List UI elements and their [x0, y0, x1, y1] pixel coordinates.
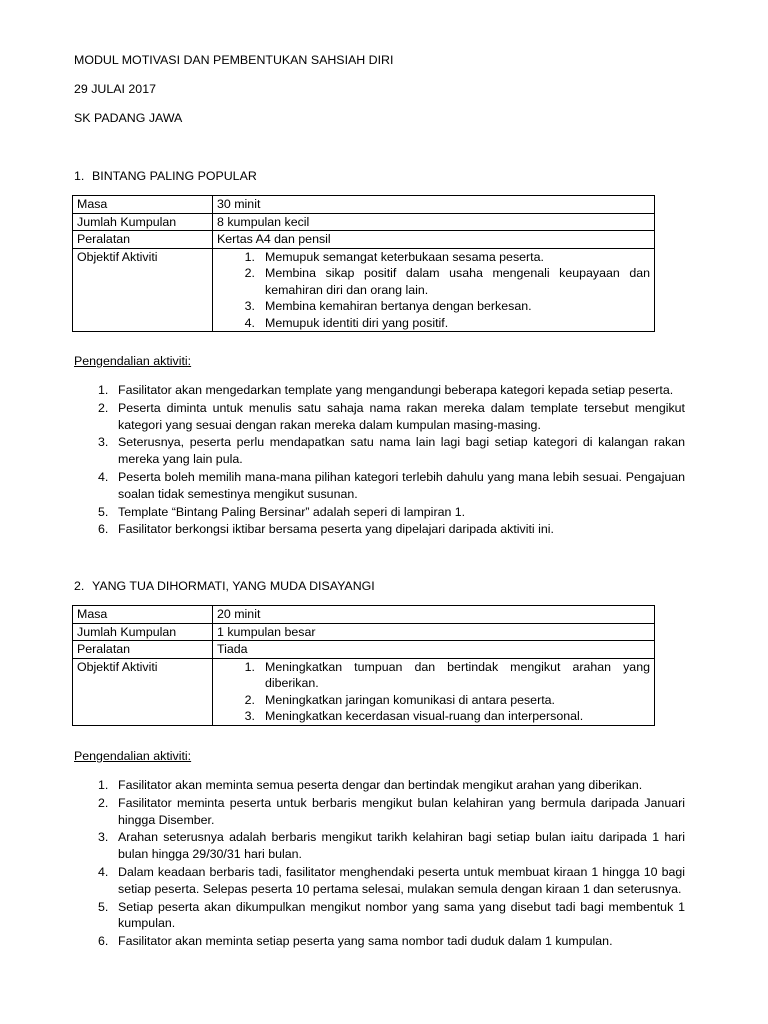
table-row — [73, 231, 655, 249]
list-number: 4. — [244, 315, 255, 330]
list-text: Template “Bintang Paling Bersinar” adalah seperi di lampiran 1. — [118, 504, 466, 519]
table-cell-value: 20 minit — [213, 606, 655, 624]
section-title: YANG TUA DIHORMATI, YANG MUDA DISAYANGI — [92, 579, 375, 593]
list-text: Peserta diminta untuk menulis satu sahaja nama rakan mereka dalam template tersebut mengikut kategori yang sesuai dengan rakan mereka dalam kumpulan masing-masing. — [118, 400, 685, 432]
list-item — [98, 400, 685, 434]
list-text: Fasilitator berkongsi iktibar bersama peserta yang dipelajari daripada aktiviti ini. — [118, 522, 554, 537]
list-number: 4. — [98, 864, 109, 879]
list-text: Fasilitator akan meminta setiap peserta yang sama nombor tadi duduk dalam 1 kumpulan. — [118, 934, 613, 949]
table-cell-label: Peralatan — [73, 641, 213, 659]
list-number: 6. — [98, 934, 109, 949]
list-item — [217, 708, 650, 725]
list-number: 4. — [98, 469, 109, 484]
list-text: Peserta boleh memilih mana-mana pilihan kategori terlebih dahulu yang mana lebih sesuai. Pengajuan soalan tidak semestinya mengikut susunan. — [118, 469, 685, 501]
table-row — [73, 623, 655, 641]
list-item — [98, 899, 685, 933]
list-number: 1. — [244, 249, 255, 264]
list-item — [98, 469, 685, 503]
table-cell-label: Objektif Aktiviti — [73, 248, 213, 332]
list-number: 3. — [98, 830, 109, 845]
list-text: Seterusnya, peserta perlu mendapatkan satu nama lain lagi bagi setiap kategori di kalangan rakan mereka yang lain pula. — [118, 435, 685, 467]
list-text: Dalam keadaan berbaris tadi, fasilitator menghendaki peserta untuk membuat kiraan 1 hingga 10 bagi setiap peserta. Selepas peserta 10 pertama selesai, mulakan semula dengan kiraan 1 dan seterusnya. — [118, 864, 685, 896]
section-title: BINTANG PALING POPULAR — [92, 169, 257, 183]
table-cell-value — [213, 248, 655, 332]
list-item — [217, 692, 650, 709]
table-row — [73, 196, 655, 214]
list-item — [98, 434, 685, 468]
list-text: Meningkatkan jaringan komunikasi di antara peserta. — [265, 692, 555, 707]
section-1-info-table — [72, 195, 655, 332]
list-number: 2. — [244, 266, 255, 280]
table-cell-value — [213, 658, 655, 725]
table-cell-value: 1 kumpulan besar — [213, 623, 655, 641]
list-item — [217, 659, 650, 692]
table-row — [73, 641, 655, 659]
table-row — [73, 606, 655, 624]
section-2-heading — [74, 578, 375, 595]
table-cell-label: Jumlah Kumpulan — [73, 213, 213, 231]
list-text: Fasilitator akan meminta semua peserta dengar dan bertindak mengikut arahan yang diberikan. — [118, 778, 643, 792]
list-number: 5. — [98, 899, 109, 914]
objectives-list — [217, 249, 650, 332]
table-cell-label: Peralatan — [73, 231, 213, 249]
list-text: Meningkatkan tumpuan dan bertindak mengikut arahan yang diberikan. — [265, 659, 650, 690]
list-item — [98, 864, 685, 898]
list-number: 1. — [98, 383, 109, 397]
list-item — [98, 777, 685, 794]
list-item — [98, 933, 685, 950]
list-text: Arahan seterusnya adalah berbaris mengikut tarikh kelahiran bagi setiap bulan iaitu daripada 1 hari bulan hingga 29/30/31 hari bulan. — [118, 830, 685, 862]
table-cell-label: Objektif Aktiviti — [73, 658, 213, 725]
document-date: 29 JULAI 2017 — [74, 82, 156, 96]
table-cell-value: Kertas A4 dan pensil — [213, 231, 655, 249]
school-name: SK PADANG JAWA — [74, 111, 183, 125]
list-number: 2. — [244, 692, 255, 707]
document-title: MODUL MOTIVASI DAN PEMBENTUKAN SAHSIAH DIRI — [74, 53, 394, 67]
section-number: 1. — [74, 169, 85, 183]
list-number: 3. — [244, 299, 255, 313]
list-item — [98, 521, 685, 538]
table-cell-label: Masa — [73, 606, 213, 624]
list-item — [98, 504, 685, 521]
table-cell-label: Masa — [73, 196, 213, 214]
list-item — [217, 298, 650, 315]
table-cell-value: 30 minit — [213, 196, 655, 214]
list-text: Membina sikap positif dalam usaha mengenali keupayaan dan kemahiran diri dan orang lain. — [265, 266, 650, 297]
list-item — [98, 795, 685, 829]
list-text: Setiap peserta akan dikumpulkan mengikut nombor yang sama yang disebut tadi bagi membentuk 1 kumpulan. — [118, 899, 685, 931]
list-number: 6. — [98, 522, 109, 537]
table-cell-value: Tiada — [213, 641, 655, 659]
list-text: Membina kemahiran bertanya dengan berkesan. — [265, 299, 532, 313]
list-text: Memupuk semangat keterbukaan sesama peserta. — [265, 249, 544, 264]
objectives-list — [217, 659, 650, 725]
list-item — [217, 315, 650, 332]
list-item — [217, 265, 650, 298]
table-row — [73, 248, 655, 332]
section-number: 2. — [74, 579, 85, 593]
section-2-steps-list — [98, 777, 685, 951]
list-number: 2. — [98, 400, 109, 415]
list-item — [98, 382, 685, 399]
list-number: 1. — [98, 778, 109, 792]
table-row — [73, 658, 655, 725]
list-item — [217, 249, 650, 266]
list-number: 3. — [98, 435, 109, 450]
pengendalian-heading: Pengendalian aktiviti: — [74, 749, 192, 763]
table-cell-value: 8 kumpulan kecil — [213, 213, 655, 231]
section-1-heading — [74, 168, 257, 185]
list-text: Fasilitator meminta peserta untuk berbaris mengikut bulan kelahiran yang bermula daripada Januari hingga Disember. — [118, 795, 685, 827]
section-2-info-table — [72, 605, 655, 726]
list-number: 5. — [98, 504, 109, 519]
list-text: Fasilitator akan mengedarkan template yang mengandungi beberapa kategori kepada setiap peserta. — [118, 383, 674, 397]
list-item — [98, 829, 685, 863]
section-1-steps-list — [98, 382, 685, 539]
list-number: 3. — [244, 709, 255, 723]
list-text: Memupuk identiti diri yang positif. — [265, 315, 449, 330]
list-number: 1. — [244, 659, 255, 674]
list-text: Meningkatkan kecerdasan visual-ruang dan interpersonal. — [265, 709, 584, 723]
table-cell-label: Jumlah Kumpulan — [73, 623, 213, 641]
list-number: 2. — [98, 795, 109, 810]
table-row — [73, 213, 655, 231]
pengendalian-heading: Pengendalian aktiviti: — [74, 354, 192, 368]
